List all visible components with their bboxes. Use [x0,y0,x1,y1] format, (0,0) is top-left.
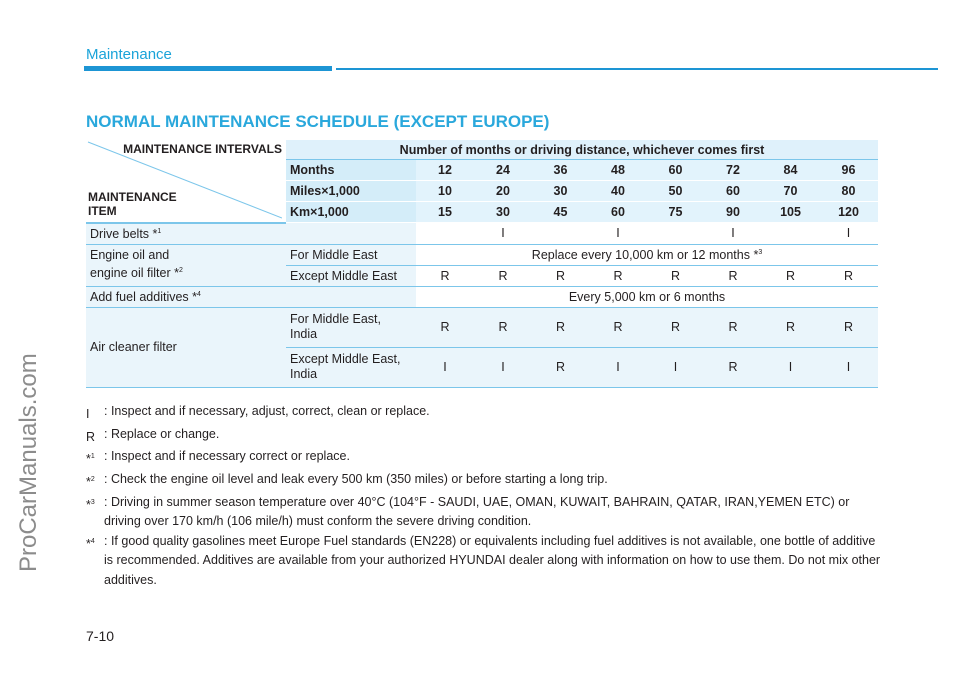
drive-belts-value [416,223,474,245]
engine-oil-row-1 [86,244,878,265]
air-cleaner-middle-east-value: R [416,307,474,347]
header-row-title [86,140,878,160]
km-value: 30 [474,202,532,223]
air-cleaner-except-label: Except Middle East, India [286,347,416,387]
months-value: 84 [762,160,819,181]
drive-belts-label: Drive belts *$^1$ [86,223,416,245]
note-item [86,447,886,470]
km-value: 105 [762,202,819,223]
miles-value: 60 [704,181,762,202]
header-rule-dark [84,66,332,71]
months-label: Months [286,160,416,181]
note-text: : Inspect and if necessary correct or replace. [104,449,350,464]
interval-header: Number of months or driving distance, whichever comes first [286,140,878,160]
note-item [86,402,886,425]
engine-oil-except-value: R [532,265,589,286]
months-value: 60 [647,160,704,181]
air-cleaner-middle-east-value: R [589,307,647,347]
note-text: : Inspect and if necessary, adjust, correct, clean or replace. [104,404,430,418]
fuel-additives-row [86,286,878,307]
table-corner-cell [86,140,286,223]
note-item [86,425,886,448]
corner-intervals-label: MAINTENANCE INTERVALS [123,142,282,156]
drive-belts-value [532,223,589,245]
miles-value: 80 [819,181,878,202]
drive-belts-value: I [474,223,532,245]
air-cleaner-except-value: I [647,347,704,387]
air-cleaner-row-1 [86,307,878,347]
miles-value: 50 [647,181,704,202]
engine-oil-label: Engine oil and engine oil filter *$^2$ [86,244,286,286]
note-text: : Check the engine oil level and leak every 500 km (350 miles) or before starting a long trip. [104,471,608,486]
months-value: 12 [416,160,474,181]
months-value: 96 [819,160,878,181]
drive-belts-value: I [704,223,762,245]
air-cleaner-middle-east-value: R [474,307,532,347]
watermark-side: ProCarManuals.com [15,353,42,572]
drive-belts-value: I [589,223,647,245]
engine-oil-except-value: R [819,265,878,286]
air-cleaner-middle-east-value: R [762,307,819,347]
fuel-additives-text: Every 5,000 km or 6 months [416,286,878,307]
air-cleaner-except-value: I [589,347,647,387]
miles-label: Miles×1,000 [286,181,416,202]
fuel-additives-label: Add fuel additives *$^4$ [86,286,416,307]
note-text: : If good quality gasolines meet Europe Fuel standards (EN228) or equivalents including fuel additives is not available, one bottle of additive is recommended. Additives are available from your authorized HYUNDAI dealer along with information on how to use them. Do not mix other additives. [104,533,881,587]
km-value: 15 [416,202,474,223]
engine-oil-except-value: R [762,265,819,286]
air-cleaner-except-value: I [474,347,532,387]
note-key: *$^2$ [86,475,95,490]
note-key: *$^1$ [86,452,95,467]
page-title: NORMAL MAINTENANCE SCHEDULE (EXCEPT EUROPE) [86,112,550,131]
air-cleaner-except-value: I [762,347,819,387]
km-value: 75 [647,202,704,223]
air-cleaner-except-value: I [819,347,878,387]
air-cleaner-middle-east-value: R [704,307,762,347]
air-cleaner-label: Air cleaner filter [86,307,286,387]
km-value: 90 [704,202,762,223]
drive-belts-value: I [819,223,878,245]
engine-oil-middle-east-text: Replace every 10,000 km or 12 months *$^3$ [416,244,878,265]
engine-oil-middle-east-label: For Middle East [286,244,416,265]
note-item [86,493,886,532]
km-label: Km×1,000 [286,202,416,223]
page-number: 7-10 [86,628,115,644]
drive-belts-value [647,223,704,245]
engine-oil-except-value: R [474,265,532,286]
corner-item-label: MAINTENANCE ITEM [88,189,177,218]
engine-oil-except-value: R [647,265,704,286]
air-cleaner-except-value: R [704,347,762,387]
air-cleaner-except-value: R [532,347,589,387]
km-value: 45 [532,202,589,223]
engine-oil-except-label: Except Middle East [286,265,416,286]
drive-belts-value [762,223,819,245]
air-cleaner-middle-east-value: R [647,307,704,347]
miles-value: 30 [532,181,589,202]
section-title: Maintenance [86,46,172,63]
maintenance-schedule-table [86,140,878,388]
note-text: : Driving in summer season temperature over 40°C (104°F - SAUDI, UAE, OMAN, KUWAIT, BAHRAIN, QATAR, IRAN,YEMEN ETC) or driving over 170 km/h (106 mile/h) must conform the severe driving condition. [104,494,850,529]
miles-value: 10 [416,181,474,202]
air-cleaner-middle-east-label: For Middle East, India [286,307,416,347]
note-key: *$^4$ [86,536,95,551]
note-text: : Replace or change. [104,426,220,441]
note-key: R [86,429,96,444]
drive-belts-row [86,223,878,245]
engine-oil-except-value: R [589,265,647,286]
note-item [86,470,886,493]
engine-oil-except-value: R [704,265,762,286]
air-cleaner-middle-east-value: R [819,307,878,347]
note-item [86,532,886,591]
km-value: 120 [819,202,878,223]
engine-oil-except-value: R [416,265,474,286]
months-value: 72 [704,160,762,181]
miles-value: 40 [589,181,647,202]
km-value: 60 [589,202,647,223]
header-rule-light [336,68,938,70]
notes-list [86,402,886,590]
miles-value: 20 [474,181,532,202]
months-value: 24 [474,160,532,181]
air-cleaner-middle-east-value: R [532,307,589,347]
air-cleaner-except-value: I [416,347,474,387]
months-value: 36 [532,160,589,181]
note-key: *$^3$ [86,497,95,512]
months-value: 48 [589,160,647,181]
note-key: I [86,407,90,422]
miles-value: 70 [762,181,819,202]
